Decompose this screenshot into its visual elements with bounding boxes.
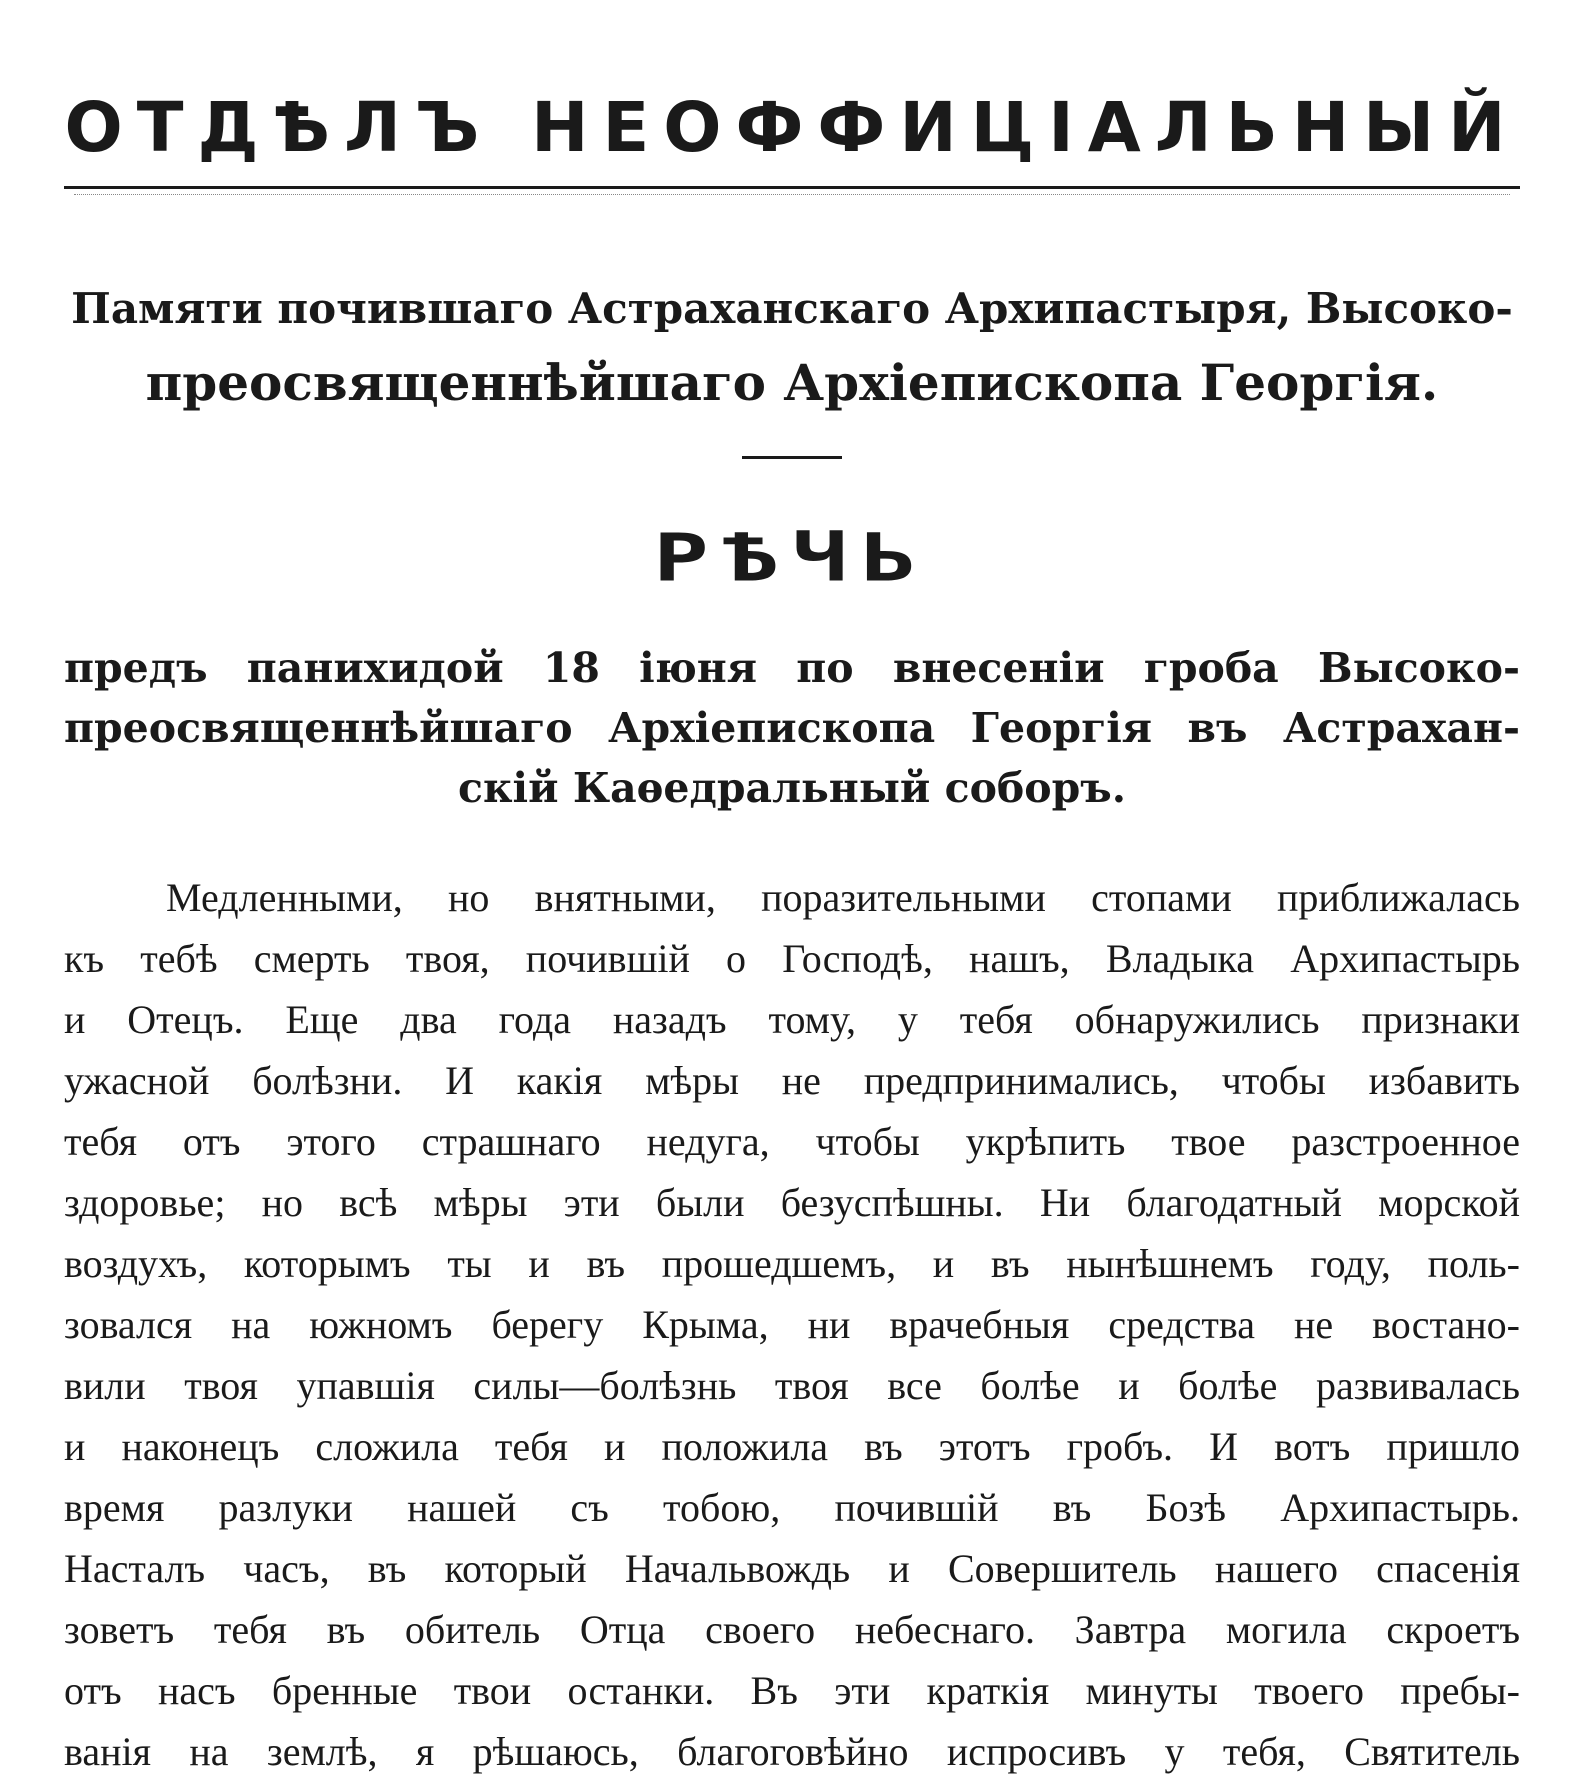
body-line: къ тебѣ смерть твоя, почившій о Господѣ, нашъ, Владыка Архипастырь bbox=[64, 936, 1520, 981]
memorial-title bbox=[64, 272, 1520, 420]
body-paragraph bbox=[64, 867, 1520, 1782]
header-rule bbox=[64, 186, 1520, 189]
subtitle-line: преосвященнѣйшаго Архіепископа Георгія въ Астрахан- bbox=[64, 704, 1520, 752]
body-line: и наконецъ сложила тебя и положила въ этотъ гробъ. И вотъ пришло bbox=[64, 1424, 1520, 1469]
section-header: ОТДѢЛЪ НЕОФФИЦІАЛЬНЫЙ bbox=[64, 88, 1520, 168]
body-line: Медленными, но внятными, поразительными стопами приближалась bbox=[166, 875, 1520, 920]
body-line: время разлуки нашей съ тобою, почившій въ Бозѣ Архипастырь. bbox=[64, 1485, 1520, 1530]
body-line: и Отецъ. Еще два года назадъ тому, у тебя обнаружились признаки bbox=[64, 997, 1520, 1042]
body-line: зовался на южномъ берегу Крыма, ни врачебныя средства не востано- bbox=[64, 1302, 1520, 1347]
speech-heading: РѢЧЬ bbox=[653, 519, 931, 597]
speech-subtitle bbox=[64, 638, 1520, 818]
body-line: ужасной болѣзни. И какія мѣры не предпринимались, чтобы избавить bbox=[64, 1058, 1520, 1103]
body-line: тебя отъ этого страшнаго недуга, чтобы укрѣпить твое разстроенное bbox=[64, 1119, 1520, 1164]
body-line: отъ насъ бренные твои останки. Въ эти краткія минуты твоего пребы- bbox=[64, 1668, 1520, 1713]
document-page bbox=[64, 0, 1520, 1774]
ornamental-rule bbox=[742, 456, 842, 459]
memorial-title-line: преосвященнѣйшаго Архіепископа Георгія. bbox=[145, 353, 1439, 412]
body-line: Насталъ часъ, въ который Начальвождь и Совершитель нашего спасенія bbox=[64, 1546, 1520, 1591]
body-line: зоветъ тебя въ обитель Отца своего небеснаго. Завтра могила скроетъ bbox=[64, 1607, 1520, 1652]
header-rule-thin bbox=[74, 194, 1510, 195]
body-line: ванія на землѣ, я рѣшаюсь, благоговѣйно испросивъ у тебя, Святитель bbox=[64, 1729, 1520, 1774]
body-line: вили твоя упавшія силы—болѣзнь твоя все болѣе и болѣе развивалась bbox=[64, 1363, 1520, 1408]
subtitle-line: скій Каѳедральный соборъ. bbox=[457, 764, 1126, 812]
subtitle-line: предъ панихидой 18 іюня по внесеніи гроба Высоко- bbox=[64, 644, 1520, 692]
body-line: здоровье; но всѣ мѣры эти были безуспѣшны. Ни благодатный морской bbox=[64, 1180, 1520, 1225]
memorial-title-line: Памяти почившаго Астраханскаго Архипастыря, Высоко- bbox=[71, 284, 1513, 333]
body-line: воздухъ, которымъ ты и въ прошедшемъ, и въ нынѣшнемъ году, поль- bbox=[64, 1241, 1520, 1286]
